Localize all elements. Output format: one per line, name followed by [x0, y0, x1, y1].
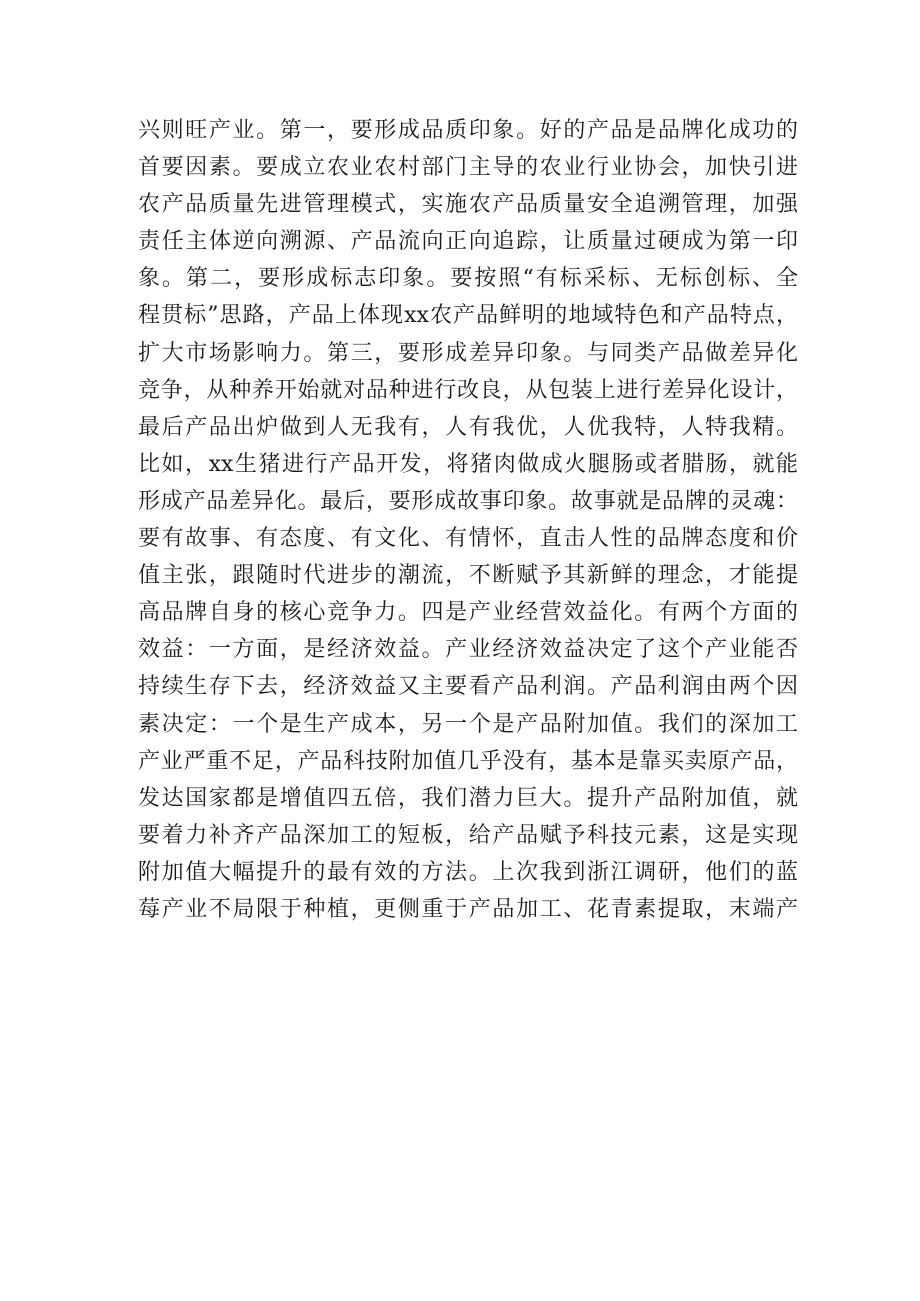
- text-line: 要着力补齐产品深加工的短板，给产品赋予科技元素，这是实现: [138, 822, 798, 848]
- text-line: 竞争，从种养开始就对品种进行改良，从包装上进行差异化设计，: [138, 377, 798, 403]
- text-line: 莓产业不局限于种植，更侧重于产品加工、花青素提取，末端产: [138, 896, 798, 922]
- text-line: 素决定：一个是生产成本，另一个是产品附加值。我们的深加工: [138, 711, 798, 737]
- text-line: 首要因素。要成立农业农村部门主导的农业行业协会，加快引进: [138, 155, 798, 181]
- text-line: 要有故事、有态度、有文化、有情怀，直击人性的品牌态度和价: [138, 526, 798, 552]
- text-line: 产业严重不足，产品科技附加值几乎没有，基本是靠买卖原产品，: [138, 748, 798, 774]
- text-line: 发达国家都是增值四五倍，我们潜力巨大。提升产品附加值，就: [138, 785, 798, 811]
- text-line: 责任主体逆向溯源、产品流向正向追踪，让质量过硬成为第一印: [138, 229, 798, 255]
- text-line: 扩大市场影响力。第三，要形成差异印象。与同类产品做差异化: [138, 340, 798, 366]
- text-line: 形成产品差异化。最后，要形成故事印象。故事就是品牌的灵魂：: [138, 488, 798, 514]
- text-line: 比如，xx生猪进行产品开发，将猪肉做成火腿肠或者腊肠，就能: [138, 451, 798, 477]
- text-line: 效益：一方面，是经济效益。产业经济效益决定了这个产业能否: [138, 637, 798, 663]
- text-line: 程贯标”思路，产品上体现xx农产品鲜明的地域特色和产品特点，: [138, 303, 798, 329]
- text-line: 农产品质量先进管理模式，实施农产品质量安全追溯管理，加强: [138, 192, 798, 218]
- text-line: 兴则旺产业。第一，要形成品质印象。好的产品是品牌化成功的: [138, 118, 798, 143]
- text-line: 持续生存下去，经济效益又主要看产品利润。产品利润由两个因: [138, 674, 798, 700]
- text-line: 象。第二，要形成标志印象。要按照“有标采标、无标创标、全: [138, 266, 798, 292]
- text-line: 值主张，跟随时代进步的潮流，不断赋予其新鲜的理念，才能提: [138, 563, 798, 589]
- text-line: 附加值大幅提升的最有效的方法。上次我到浙江调研，他们的蓝: [138, 859, 798, 885]
- text-line: 高品牌自身的核心竞争力。四是产业经营效益化。有两个方面的: [138, 600, 798, 626]
- text-line: 最后产品出炉做到人无我有，人有我优，人优我特，人特我精。: [138, 414, 798, 440]
- body-text: [138, 112, 798, 928]
